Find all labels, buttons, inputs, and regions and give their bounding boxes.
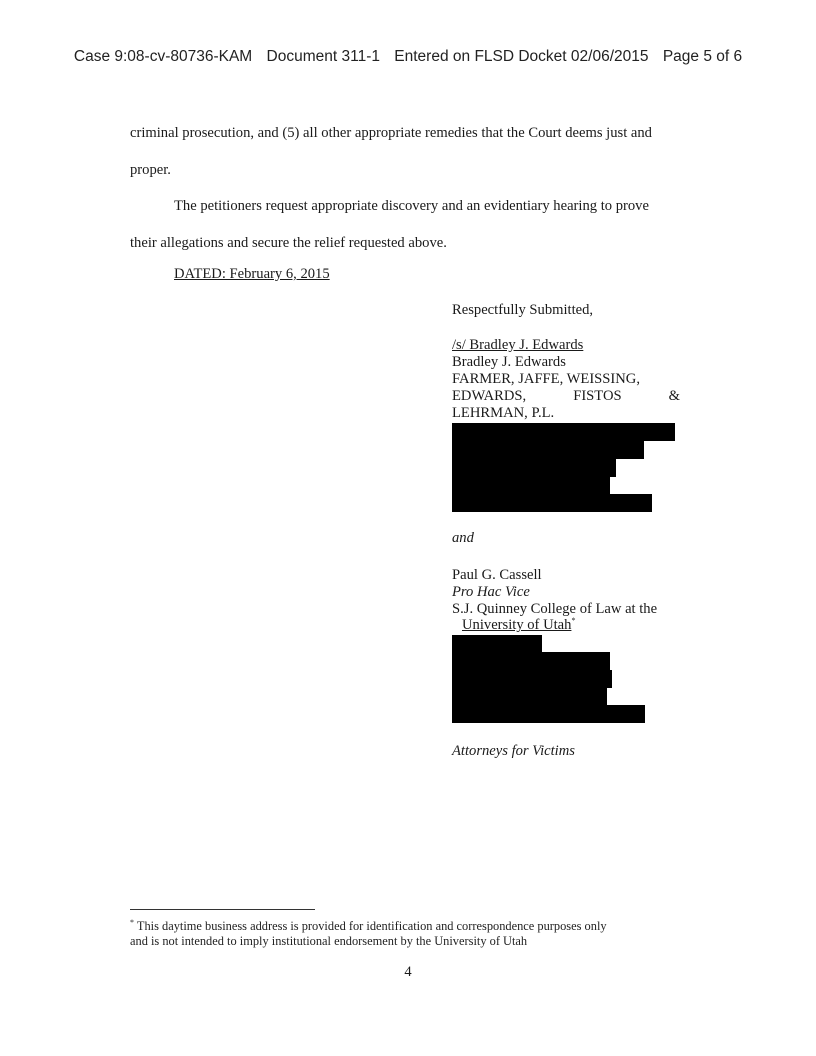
and-conjunction: and xyxy=(452,530,474,546)
attorneys-for-victims: Attorneys for Victims xyxy=(452,743,575,759)
footnote-divider xyxy=(130,909,315,910)
firm-line-2-c: & xyxy=(668,388,680,404)
footnote-text-1: This daytime business address is provided for identification and correspondence purposes only xyxy=(136,919,607,933)
dated-line: DATED: February 6, 2015 xyxy=(174,266,330,282)
firm-line-2-a: EDWARDS, xyxy=(452,388,527,404)
body-line-1: criminal prosecution, and (5) all other appropriate remedies that the Court deems just and xyxy=(130,125,652,141)
footnote-line-2: and is not intended to imply institutional endorsement by the University of Utah xyxy=(130,934,528,948)
pro-hac-vice: Pro Hac Vice xyxy=(452,584,530,600)
firm-line-1: FARMER, JAFFE, WEISSING, xyxy=(452,371,640,387)
body-para2-line-1: The petitioners request appropriate discovery and an evidentiary hearing to prove xyxy=(174,198,649,214)
school-name: University of Utah xyxy=(462,617,572,633)
electronic-signature: /s/ Bradley J. Edwards xyxy=(452,337,584,353)
body-para2-line-2: their allegations and secure the relief requested above. xyxy=(130,235,447,251)
firm-line-2 xyxy=(452,388,680,405)
firm-line-3: LEHRMAN, P.L. xyxy=(452,405,555,421)
school-line-1: S.J. Quinney College of Law at the xyxy=(452,601,658,617)
document-number: Document 311-1 xyxy=(266,48,380,65)
footnote-mark: * xyxy=(130,917,134,927)
firm-line-2-b: FISTOS xyxy=(573,388,622,404)
closing: Respectfully Submitted, xyxy=(452,302,594,318)
case-number: Case 9:08-cv-80736-KAM xyxy=(73,48,253,65)
page-number: 4 xyxy=(404,964,412,980)
school-line-2 xyxy=(462,617,575,634)
attorney-name-2: Paul G. Cassell xyxy=(452,567,542,583)
body-line-2: proper. xyxy=(130,162,171,178)
docket-header xyxy=(0,48,816,66)
docket-entry: Entered on FLSD Docket 02/06/2015 xyxy=(394,48,649,65)
footnote-reference: * xyxy=(571,616,576,626)
page-of: Page 5 of 6 xyxy=(662,48,743,65)
footnote-line-1 xyxy=(130,919,607,934)
attorney-name-1: Bradley J. Edwards xyxy=(452,354,566,370)
